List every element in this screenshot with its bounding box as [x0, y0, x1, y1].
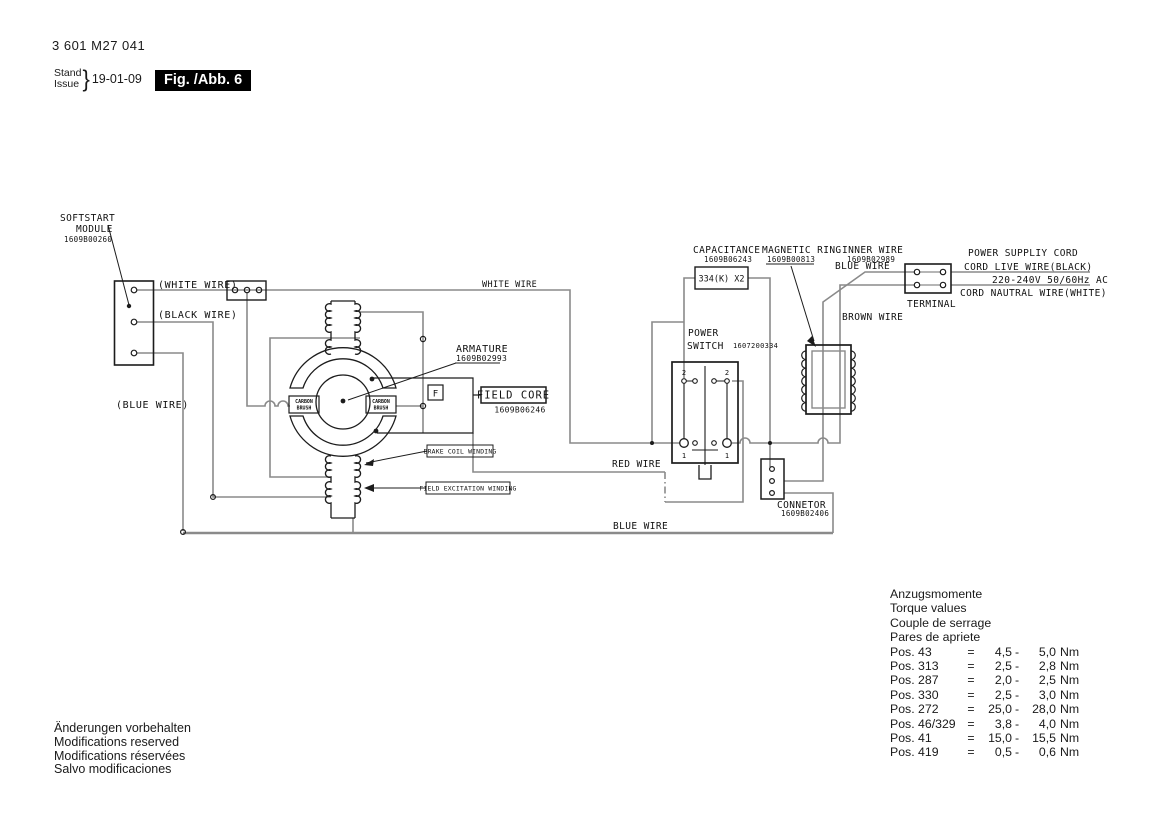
torque-to: 3,0 — [1038, 687, 1056, 702]
diagram-texts — [60, 213, 1108, 532]
dash: - — [1014, 659, 1020, 674]
softstart-label-1: SOFTSTART — [60, 213, 116, 224]
connector-part: 1609B02406 — [781, 509, 830, 518]
footer-line: Modifications reserved — [54, 734, 180, 749]
torque-pos: Pos. 272 — [890, 702, 939, 717]
torque-to: 15,5 — [1032, 731, 1056, 746]
switch-num-2: 2 — [724, 369, 730, 377]
stand-label: Stand — [54, 67, 82, 79]
unit: Nm — [1060, 644, 1080, 659]
softstart-pin — [131, 287, 137, 293]
torque-from: 2,0 — [994, 673, 1012, 688]
torque-to: 4,0 — [1038, 716, 1056, 731]
field-excitation-label: FIELD EXCITATION WINDING — [419, 484, 517, 493]
torque-row — [890, 702, 1088, 716]
footer-line: Salvo modificaciones — [54, 762, 172, 777]
f-marker: F — [432, 389, 439, 400]
terminal-pin — [940, 269, 945, 274]
switch-contact — [725, 379, 730, 384]
softstart-label-2: MODULE — [76, 224, 113, 235]
torque-pos: Pos. 287 — [890, 673, 939, 688]
carbon-brush-left-1: CARBON — [295, 399, 313, 405]
torque-to: 0,6 — [1038, 745, 1056, 760]
connector-pin — [770, 491, 775, 496]
torque-pos: Pos. 419 — [890, 745, 939, 760]
connector-label: CONNETOR — [777, 500, 826, 511]
switch-contact — [693, 379, 698, 384]
blue-wire-drop — [137, 353, 183, 531]
junction-dot — [768, 441, 772, 445]
switch-num-1: 1 — [724, 452, 730, 460]
dash: - — [1014, 731, 1020, 746]
torque-row — [890, 645, 1088, 659]
equals-sign: = — [967, 659, 975, 674]
equals-sign: = — [967, 673, 975, 688]
softstart-part: 1609B00260 — [64, 235, 113, 244]
coil-loops-bottom-right — [355, 456, 361, 518]
torque-row — [890, 688, 1088, 702]
unit: Nm — [1060, 716, 1080, 731]
cord-neutral-label: CORD NAUTRAL WIRE(WHITE) — [960, 288, 1107, 299]
torque-table — [890, 587, 1088, 760]
dash: - — [1014, 644, 1020, 659]
torque-pos: Pos. 41 — [890, 731, 932, 746]
equals-sign: = — [967, 716, 975, 731]
coil-loops-bottom-left — [325, 456, 331, 518]
magnetic-ring — [766, 264, 855, 414]
switch-num-2: 2 — [681, 369, 687, 377]
power-switch — [672, 362, 738, 479]
power-switch-label-2: SWITCH — [687, 341, 724, 352]
torque-to: 2,5 — [1038, 673, 1056, 688]
torque-to: 2,8 — [1038, 659, 1056, 674]
unit: Nm — [1060, 673, 1080, 688]
brake-coil-arrow — [364, 459, 374, 466]
footer-notes — [54, 722, 191, 777]
torque-row — [890, 673, 1088, 687]
terminal-pin — [914, 269, 919, 274]
magnetic-ring-label: MAGNETIC RING — [762, 245, 842, 256]
torque-pos: Pos. 313 — [890, 659, 939, 674]
softstart-leader-dot — [127, 304, 131, 308]
junction-dot — [650, 441, 654, 445]
torque-row — [890, 745, 1088, 759]
equals-sign: = — [967, 731, 975, 746]
terminal-label: TERMINAL — [907, 299, 956, 310]
torque-from: 2,5 — [994, 687, 1012, 702]
ring-leader — [791, 266, 814, 341]
torque-pos: Pos. 330 — [890, 687, 939, 702]
coil-terminal-wire — [360, 312, 423, 433]
capacitance-value: 334(K) X2 — [698, 274, 745, 285]
figure-badge: Fig. /Abb. 6 — [155, 70, 251, 91]
torque-from: 4,5 — [994, 644, 1012, 659]
issue-label: Issue — [54, 78, 80, 90]
equals-sign: = — [967, 745, 975, 760]
capacitor-right-lead — [748, 278, 770, 443]
armature-leader — [348, 363, 456, 400]
dash: - — [1014, 687, 1020, 702]
torque-heading: Pares de apriete — [890, 630, 981, 645]
torque-from: 0,5 — [994, 745, 1012, 760]
brown-wire-label: BROWN WIRE — [842, 312, 904, 323]
torque-row — [890, 717, 1088, 731]
white-wire-branch — [652, 322, 687, 443]
switch-contact — [682, 379, 687, 384]
switch-actuator — [699, 465, 711, 479]
blue-wire-label: (BLUE WIRE) — [116, 400, 189, 411]
equals-sign: = — [967, 687, 975, 702]
unit: Nm — [1060, 731, 1080, 746]
torque-row — [890, 659, 1088, 673]
torque-to: 5,0 — [1038, 644, 1056, 659]
connector-pin — [770, 467, 775, 472]
inner-wire-label: INNER WIRE — [842, 245, 904, 256]
torque-pos: Pos. 43 — [890, 644, 932, 659]
white-wire-label: (WHITE WIRE) — [158, 280, 238, 291]
blue-wire-top-label: BLUE WIRE — [835, 261, 891, 272]
coil-loops-top-right — [355, 301, 361, 354]
armature-part: 1609B02993 — [456, 354, 508, 363]
red-wire-label: RED WIRE — [612, 459, 661, 470]
power-cord-title: POWER SUPPLIY CORD — [968, 248, 1079, 259]
black-wire-label: (BLACK WIRE) — [158, 310, 238, 321]
white-wire-top-label: WHITE WIRE — [482, 280, 538, 290]
footer-line: Änderungen vorbehalten — [54, 721, 191, 735]
switch-terminal — [680, 439, 689, 448]
unit: Nm — [1060, 687, 1080, 702]
carbon-brush-right-2: BRUSH — [373, 405, 389, 412]
footer-line: Modifications réservées — [54, 748, 186, 763]
coil-loops-top-left — [325, 301, 331, 354]
field-core-part: 1609B06246 — [494, 405, 546, 415]
dash: - — [1014, 673, 1020, 688]
torque-row — [890, 731, 1088, 745]
armature-label: ARMATURE — [456, 344, 509, 355]
brake-coil-leader — [366, 451, 427, 463]
wires — [137, 272, 1090, 533]
issue-date: 19-01-09 — [91, 72, 142, 86]
voltage-label: 220-240V 50/60Hz AC — [992, 275, 1109, 286]
field-core-label: FIELD CORE — [476, 389, 551, 402]
switch-contact — [693, 441, 698, 446]
blue-wire-bottom-label: BLUE WIRE — [613, 521, 669, 532]
stator-dot-top — [370, 377, 375, 382]
switch-contact — [712, 379, 717, 384]
equals-sign: = — [967, 644, 975, 659]
equals-sign: = — [967, 702, 975, 717]
armature-dot — [341, 399, 346, 404]
torque-heading: Anzugsmomente — [890, 587, 983, 601]
unit: Nm — [1060, 745, 1080, 760]
torque-from: 3,8 — [994, 716, 1012, 731]
torque-from: 15,0 — [988, 731, 1012, 746]
torque-to: 28,0 — [1032, 702, 1056, 717]
torque-from: 2,5 — [994, 659, 1012, 674]
magnetic-ring-part: 1609B00813 — [767, 255, 816, 264]
unit: Nm — [1060, 659, 1080, 674]
capacitance-label: CAPACITANCE — [693, 245, 761, 256]
switch-internal-lines — [681, 366, 730, 465]
terminal-internal-wires — [919, 272, 941, 285]
torque-heading: Torque values — [890, 601, 967, 616]
dash: - — [1014, 716, 1020, 731]
magnetic-ring-box — [806, 345, 851, 414]
brace-glyph: } — [82, 65, 90, 92]
softstart-pin — [131, 350, 137, 356]
carbon-brush-right-1: CARBON — [372, 399, 390, 405]
carbon-brush-left-2: BRUSH — [296, 405, 312, 412]
capacitance-part: 1609B06243 — [704, 255, 753, 264]
switch-terminal — [723, 439, 732, 448]
center-labels — [348, 363, 546, 494]
stator-arc-bottom — [290, 416, 396, 456]
power-switch-part: 1607200334 — [733, 342, 779, 350]
switch-contact — [712, 441, 717, 446]
connector-3pin — [761, 459, 784, 499]
torque-from: 25,0 — [988, 702, 1012, 717]
dash: - — [1014, 702, 1020, 717]
document-part-number: 3 601 M27 041 — [52, 38, 146, 53]
power-switch-label-1: POWER — [688, 328, 719, 339]
stator-arc-top — [290, 348, 396, 388]
field-excitation-arrow — [364, 484, 374, 492]
inner-wire-part: 1609B02989 — [847, 255, 896, 264]
torque-pos: Pos. 46/329 — [890, 716, 956, 731]
torque-heading: Couple de serrage — [890, 615, 992, 630]
softstart-pin — [131, 319, 137, 325]
softstart-module — [108, 225, 154, 365]
connector-pin — [770, 479, 775, 484]
left-brush-lead — [247, 292, 290, 406]
brake-coil-label: BRAKE COIL WINDING — [423, 447, 497, 456]
terminal-box — [905, 264, 951, 293]
dash: - — [1014, 745, 1020, 760]
terminal-pin — [914, 282, 919, 287]
cord-live-label: CORD LIVE WIRE(BLACK) — [964, 262, 1093, 273]
switch-num-1: 1 — [681, 452, 687, 460]
terminal-block — [905, 264, 951, 293]
unit: Nm — [1060, 702, 1080, 717]
terminal-pin — [940, 282, 945, 287]
